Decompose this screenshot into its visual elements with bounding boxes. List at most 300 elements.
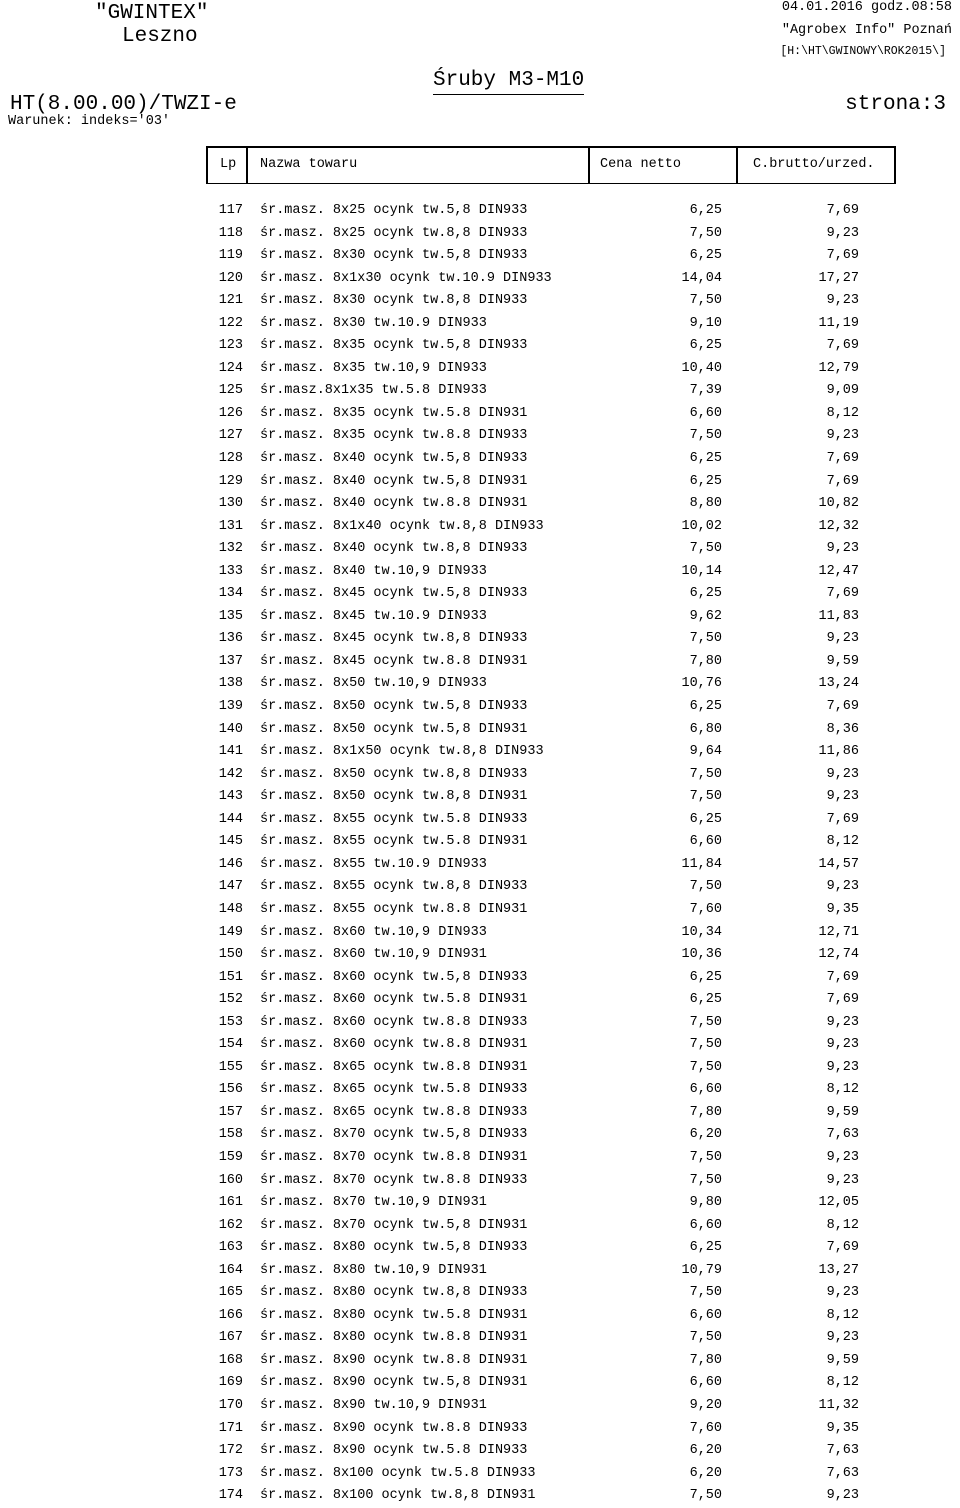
header-divider [246, 146, 248, 184]
row-gross-price: 7,69 [826, 699, 859, 715]
row-lp: 169 [218, 1375, 243, 1391]
row-lp: 140 [218, 721, 243, 737]
row-lp: 143 [218, 789, 243, 805]
row-gross-price: 8,12 [826, 1375, 859, 1391]
row-net-price: 7,60 [689, 901, 722, 917]
row-net-price: 7,50 [689, 225, 722, 241]
page-number: strona:3 [845, 93, 946, 116]
row-lp: 123 [218, 338, 243, 354]
row-net-price: 7,60 [689, 1420, 722, 1436]
row-net-price: 11,84 [681, 856, 722, 872]
table-row [0, 1418, 960, 1441]
row-gross-price: 9,23 [826, 879, 859, 895]
row-name: śr.masz. 8x1x30 ocynk tw.10.9 DIN933 [260, 270, 552, 286]
row-lp: 153 [218, 1014, 243, 1030]
row-name: śr.masz. 8x80 ocynk tw.5.8 DIN931 [260, 1307, 528, 1323]
row-gross-price: 11,19 [818, 315, 859, 331]
row-net-price: 6,20 [689, 1127, 722, 1143]
row-name: śr.masz. 8x90 ocynk tw.5,8 DIN931 [260, 1375, 528, 1391]
filter-condition: Warunek: indeks='03' [8, 114, 171, 129]
row-lp: 173 [218, 1465, 243, 1481]
table-row [0, 245, 960, 268]
row-lp: 147 [218, 879, 243, 895]
row-name: śr.masz. 8x90 ocynk tw.8.8 DIN931 [260, 1352, 528, 1368]
row-name: śr.masz. 8x40 tw.10,9 DIN933 [260, 563, 487, 579]
row-gross-price: 7,69 [826, 811, 859, 827]
row-lp: 136 [218, 631, 243, 647]
row-gross-price: 7,69 [826, 248, 859, 264]
row-gross-price: 8,12 [826, 1217, 859, 1233]
table-row [0, 1282, 960, 1305]
table-row [0, 290, 960, 313]
header-divider [588, 146, 590, 184]
row-name: śr.masz. 8x70 tw.10,9 DIN931 [260, 1195, 487, 1211]
row-lp: 133 [218, 563, 243, 579]
row-name: śr.masz. 8x60 tw.10,9 DIN931 [260, 947, 487, 963]
row-name: śr.masz. 8x90 tw.10,9 DIN931 [260, 1397, 487, 1413]
row-gross-price: 9,35 [826, 1420, 859, 1436]
row-name: śr.masz. 8x65 ocynk tw.8.8 DIN931 [260, 1059, 528, 1075]
table-row [0, 786, 960, 809]
row-gross-price: 9,23 [826, 541, 859, 557]
table-row [0, 1147, 960, 1170]
row-net-price: 6,25 [689, 1240, 722, 1256]
row-gross-price: 13,27 [818, 1262, 859, 1278]
row-lp: 138 [218, 676, 243, 692]
row-lp: 125 [218, 383, 243, 399]
table-row [0, 358, 960, 381]
row-gross-price: 7,69 [826, 473, 859, 489]
row-name: śr.masz. 8x50 ocynk tw.8,8 DIN933 [260, 766, 528, 782]
row-net-price: 7,50 [689, 1330, 722, 1346]
row-name: śr.masz. 8x100 ocynk tw.5.8 DIN933 [260, 1465, 536, 1481]
column-header-gross: C.brutto/urzed. [753, 157, 875, 172]
table-row [0, 809, 960, 832]
header-divider [206, 146, 208, 184]
row-lp: 119 [218, 248, 243, 264]
row-net-price: 6,25 [689, 473, 722, 489]
table-row [0, 1079, 960, 1102]
row-net-price: 7,50 [689, 766, 722, 782]
row-lp: 159 [218, 1149, 243, 1165]
row-name: śr.masz. 8x80 ocynk tw.8,8 DIN933 [260, 1285, 528, 1301]
column-header-lp: Lp [220, 157, 237, 172]
row-gross-price: 9,23 [826, 766, 859, 782]
row-name: śr.masz. 8x70 ocynk tw.8.8 DIN931 [260, 1149, 528, 1165]
table-row [0, 1034, 960, 1057]
row-lp: 151 [218, 969, 243, 985]
row-lp: 137 [218, 653, 243, 669]
row-net-price: 7,50 [689, 1172, 722, 1188]
row-gross-price: 9,23 [826, 789, 859, 805]
row-lp: 144 [218, 811, 243, 827]
row-lp: 168 [218, 1352, 243, 1368]
row-net-price: 6,25 [689, 699, 722, 715]
row-net-price: 7,50 [689, 631, 722, 647]
table-row [0, 1305, 960, 1328]
table-row [0, 1170, 960, 1193]
row-net-price: 6,25 [689, 992, 722, 1008]
table-row [0, 967, 960, 990]
header-divider [894, 146, 896, 184]
table-row [0, 876, 960, 899]
row-lp: 142 [218, 766, 243, 782]
row-lp: 121 [218, 293, 243, 309]
table-row [0, 1440, 960, 1463]
table-row [0, 313, 960, 336]
row-name: śr.masz. 8x25 ocynk tw.8,8 DIN933 [260, 225, 528, 241]
row-name: śr.masz. 8x55 ocynk tw.8.8 DIN931 [260, 901, 528, 917]
row-gross-price: 12,47 [818, 563, 859, 579]
table-row [0, 854, 960, 877]
row-name: śr.masz. 8x45 ocynk tw.8,8 DIN933 [260, 631, 528, 647]
table-row [0, 922, 960, 945]
row-gross-price: 9,23 [826, 1488, 859, 1504]
row-gross-price: 13,24 [818, 676, 859, 692]
row-lp: 127 [218, 428, 243, 444]
table-row [0, 335, 960, 358]
table-row [0, 1327, 960, 1350]
row-lp: 154 [218, 1037, 243, 1053]
row-net-price: 7,50 [689, 1488, 722, 1504]
row-gross-price: 7,63 [826, 1465, 859, 1481]
row-lp: 171 [218, 1420, 243, 1436]
row-net-price: 6,25 [689, 203, 722, 218]
table-row [0, 1237, 960, 1260]
table-row [0, 1395, 960, 1418]
table-row [0, 223, 960, 246]
row-net-price: 7,39 [689, 383, 722, 399]
row-net-price: 7,50 [689, 1014, 722, 1030]
row-net-price: 10,76 [681, 676, 722, 692]
row-lp: 117 [218, 203, 243, 218]
row-net-price: 10,79 [681, 1262, 722, 1278]
table-row [0, 1012, 960, 1035]
product-table-body [0, 200, 960, 1508]
row-gross-price: 11,83 [818, 608, 859, 624]
row-gross-price: 7,69 [826, 451, 859, 467]
table-row [0, 764, 960, 787]
row-name: śr.masz. 8x55 tw.10.9 DIN933 [260, 856, 487, 872]
row-name: śr.masz. 8x65 ocynk tw.5.8 DIN933 [260, 1082, 528, 1098]
row-lp: 134 [218, 586, 243, 602]
table-row [0, 425, 960, 448]
row-net-price: 7,50 [689, 879, 722, 895]
row-name: śr.masz. 8x80 ocynk tw.5,8 DIN933 [260, 1240, 528, 1256]
row-gross-price: 9,23 [826, 225, 859, 241]
column-header-name: Nazwa towaru [260, 157, 358, 172]
row-gross-price: 9,23 [826, 1149, 859, 1165]
software-vendor: "Agrobex Info" Poznań [781, 23, 952, 38]
row-lp: 155 [218, 1059, 243, 1075]
row-gross-price: 7,69 [826, 586, 859, 602]
row-net-price: 6,80 [689, 721, 722, 737]
table-row [0, 1124, 960, 1147]
row-name: śr.masz. 8x1x50 ocynk tw.8,8 DIN933 [260, 744, 544, 760]
row-gross-price: 8,12 [826, 1307, 859, 1323]
row-net-price: 7,50 [689, 1059, 722, 1075]
row-net-price: 9,64 [689, 744, 722, 760]
row-gross-price: 17,27 [818, 270, 859, 286]
row-lp: 167 [218, 1330, 243, 1346]
row-net-price: 7,50 [689, 1037, 722, 1053]
row-gross-price: 7,69 [826, 203, 859, 218]
row-lp: 141 [218, 744, 243, 760]
table-row [0, 606, 960, 629]
row-lp: 128 [218, 451, 243, 467]
row-name: śr.masz. 8x90 ocynk tw.5.8 DIN933 [260, 1443, 528, 1459]
row-gross-price: 9,35 [826, 901, 859, 917]
table-row [0, 1372, 960, 1395]
header-bottom-rule [206, 183, 896, 185]
header-top-rule [206, 146, 896, 148]
table-row [0, 268, 960, 291]
row-name: śr.masz. 8x60 ocynk tw.8.8 DIN931 [260, 1037, 528, 1053]
row-net-price: 10,02 [681, 518, 722, 534]
row-lp: 132 [218, 541, 243, 557]
row-lp: 124 [218, 360, 243, 376]
table-row [0, 1057, 960, 1080]
row-net-price: 10,36 [681, 947, 722, 963]
row-gross-price: 9,23 [826, 1285, 859, 1301]
table-row [0, 493, 960, 516]
row-net-price: 14,04 [681, 270, 722, 286]
row-name: śr.masz. 8x30 tw.10.9 DIN933 [260, 315, 487, 331]
row-lp: 156 [218, 1082, 243, 1098]
row-name: śr.masz. 8x45 ocynk tw.8.8 DIN931 [260, 653, 528, 669]
row-lp: 166 [218, 1307, 243, 1323]
page-title: Śruby M3-M10 [433, 69, 584, 95]
table-row [0, 628, 960, 651]
row-gross-price: 8,12 [826, 1082, 859, 1098]
row-gross-price: 11,32 [818, 1397, 859, 1413]
row-net-price: 9,20 [689, 1397, 722, 1413]
row-gross-price: 12,74 [818, 947, 859, 963]
row-gross-price: 7,69 [826, 992, 859, 1008]
print-datetime: 04.01.2016 godz.08:58 [781, 0, 952, 15]
table-header [206, 146, 896, 184]
row-name: śr.masz. 8x55 ocynk tw.8,8 DIN933 [260, 879, 528, 895]
row-name: śr.masz. 8x50 tw.10,9 DIN933 [260, 676, 487, 692]
row-lp: 165 [218, 1285, 243, 1301]
row-lp: 172 [218, 1443, 243, 1459]
row-lp: 129 [218, 473, 243, 489]
row-gross-price: 11,86 [818, 744, 859, 760]
row-gross-price: 9,23 [826, 1330, 859, 1346]
row-lp: 122 [218, 315, 243, 331]
report-code: HT(8.00.00)/TWZI-e [10, 93, 237, 116]
table-row [0, 561, 960, 584]
row-net-price: 10,34 [681, 924, 722, 940]
row-net-price: 9,10 [689, 315, 722, 331]
row-net-price: 7,80 [689, 653, 722, 669]
table-row [0, 944, 960, 967]
row-net-price: 7,50 [689, 428, 722, 444]
row-gross-price: 8,12 [826, 405, 859, 421]
row-gross-price: 9,23 [826, 1037, 859, 1053]
company-city: Leszno [122, 25, 198, 48]
row-name: śr.masz. 8x50 ocynk tw.8,8 DIN931 [260, 789, 528, 805]
row-name: śr.masz. 8x40 ocynk tw.8.8 DIN931 [260, 496, 528, 512]
row-name: śr.masz. 8x60 ocynk tw.5,8 DIN933 [260, 969, 528, 985]
row-name: śr.masz. 8x60 ocynk tw.5.8 DIN931 [260, 992, 528, 1008]
row-name: śr.masz. 8x55 ocynk tw.5.8 DIN933 [260, 811, 528, 827]
row-lp: 162 [218, 1217, 243, 1233]
row-gross-price: 12,32 [818, 518, 859, 534]
row-lp: 120 [218, 270, 243, 286]
row-name: śr.masz. 8x90 ocynk tw.8.8 DIN933 [260, 1420, 528, 1436]
row-gross-price: 8,36 [826, 721, 859, 737]
table-row [0, 719, 960, 742]
row-lp: 150 [218, 947, 243, 963]
row-name: śr.masz. 8x50 ocynk tw.5,8 DIN933 [260, 699, 528, 715]
row-name: śr.masz. 8x70 ocynk tw.8.8 DIN933 [260, 1172, 528, 1188]
row-name: śr.masz. 8x80 tw.10,9 DIN931 [260, 1262, 487, 1278]
row-net-price: 6,25 [689, 586, 722, 602]
row-net-price: 6,60 [689, 1217, 722, 1233]
table-row [0, 1102, 960, 1125]
table-row [0, 403, 960, 426]
row-name: śr.masz. 8x30 ocynk tw.8,8 DIN933 [260, 293, 528, 309]
table-row [0, 200, 960, 223]
row-net-price: 7,80 [689, 1352, 722, 1368]
table-row [0, 1463, 960, 1486]
company-name: "GWINTEX" [95, 2, 209, 25]
row-lp: 148 [218, 901, 243, 917]
row-net-price: 7,50 [689, 541, 722, 557]
row-lp: 160 [218, 1172, 243, 1188]
row-lp: 161 [218, 1195, 243, 1211]
row-net-price: 6,60 [689, 1307, 722, 1323]
row-gross-price: 9,23 [826, 293, 859, 309]
row-lp: 174 [218, 1488, 243, 1504]
table-row [0, 538, 960, 561]
row-lp: 170 [218, 1397, 243, 1413]
row-name: śr.masz. 8x45 ocynk tw.5,8 DIN933 [260, 586, 528, 602]
row-net-price: 7,50 [689, 293, 722, 309]
row-gross-price: 9,23 [826, 631, 859, 647]
row-name: śr.masz. 8x40 ocynk tw.5,8 DIN931 [260, 473, 528, 489]
row-net-price: 6,20 [689, 1443, 722, 1459]
row-gross-price: 7,69 [826, 969, 859, 985]
row-net-price: 6,60 [689, 834, 722, 850]
row-net-price: 6,60 [689, 405, 722, 421]
row-gross-price: 12,05 [818, 1195, 859, 1211]
row-net-price: 9,62 [689, 608, 722, 624]
row-lp: 152 [218, 992, 243, 1008]
row-net-price: 6,25 [689, 451, 722, 467]
row-gross-price: 12,71 [818, 924, 859, 940]
row-lp: 118 [218, 225, 243, 241]
row-lp: 164 [218, 1262, 243, 1278]
row-gross-price: 7,63 [826, 1127, 859, 1143]
row-name: śr.masz.8x1x35 tw.5.8 DIN933 [260, 383, 487, 399]
table-row [0, 516, 960, 539]
column-header-net: Cena netto [600, 157, 682, 172]
row-name: śr.masz. 8x45 tw.10.9 DIN933 [260, 608, 487, 624]
row-name: śr.masz. 8x35 ocynk tw.5.8 DIN931 [260, 405, 528, 421]
table-row [0, 1350, 960, 1373]
row-net-price: 6,60 [689, 1375, 722, 1391]
table-row [0, 448, 960, 471]
row-gross-price: 10,82 [818, 496, 859, 512]
row-lp: 158 [218, 1127, 243, 1143]
row-net-price: 7,50 [689, 789, 722, 805]
row-gross-price: 9,23 [826, 428, 859, 444]
table-row [0, 1485, 960, 1508]
row-gross-price: 9,59 [826, 1104, 859, 1120]
row-lp: 145 [218, 834, 243, 850]
row-gross-price: 7,69 [826, 1240, 859, 1256]
table-row [0, 899, 960, 922]
row-name: śr.masz. 8x65 ocynk tw.8.8 DIN933 [260, 1104, 528, 1120]
table-row [0, 831, 960, 854]
row-net-price: 6,25 [689, 338, 722, 354]
row-net-price: 7,50 [689, 1149, 722, 1165]
row-net-price: 8,80 [689, 496, 722, 512]
row-gross-price: 9,59 [826, 1352, 859, 1368]
row-gross-price: 14,57 [818, 856, 859, 872]
table-row [0, 380, 960, 403]
file-path: [H:\HT\GWINOWY\ROK2015\] [780, 45, 946, 58]
row-name: śr.masz. 8x40 ocynk tw.5,8 DIN933 [260, 451, 528, 467]
table-row [0, 1215, 960, 1238]
row-name: śr.masz. 8x70 ocynk tw.5,8 DIN931 [260, 1217, 528, 1233]
row-name: śr.masz. 8x55 ocynk tw.5.8 DIN931 [260, 834, 528, 850]
row-name: śr.masz. 8x35 tw.10,9 DIN933 [260, 360, 487, 376]
row-lp: 139 [218, 699, 243, 715]
row-lp: 149 [218, 924, 243, 940]
row-name: śr.masz. 8x60 ocynk tw.8.8 DIN933 [260, 1014, 528, 1030]
row-lp: 157 [218, 1104, 243, 1120]
row-gross-price: 9,23 [826, 1172, 859, 1188]
row-gross-price: 9,59 [826, 653, 859, 669]
table-row [0, 696, 960, 719]
row-net-price: 6,25 [689, 969, 722, 985]
row-lp: 126 [218, 405, 243, 421]
row-net-price: 6,25 [689, 811, 722, 827]
row-lp: 146 [218, 856, 243, 872]
row-lp: 131 [218, 518, 243, 534]
row-net-price: 10,40 [681, 360, 722, 376]
row-net-price: 7,50 [689, 1285, 722, 1301]
row-name: śr.masz. 8x50 ocynk tw.5,8 DIN931 [260, 721, 528, 737]
row-name: śr.masz. 8x70 ocynk tw.5,8 DIN933 [260, 1127, 528, 1143]
row-lp: 130 [218, 496, 243, 512]
row-net-price: 6,20 [689, 1465, 722, 1481]
row-lp: 163 [218, 1240, 243, 1256]
row-name: śr.masz. 8x60 tw.10,9 DIN933 [260, 924, 487, 940]
row-name: śr.masz. 8x1x40 ocynk tw.8,8 DIN933 [260, 518, 544, 534]
row-net-price: 9,80 [689, 1195, 722, 1211]
row-lp: 135 [218, 608, 243, 624]
row-net-price: 6,60 [689, 1082, 722, 1098]
table-row [0, 673, 960, 696]
row-name: śr.masz. 8x25 ocynk tw.5,8 DIN933 [260, 203, 528, 218]
row-gross-price: 12,79 [818, 360, 859, 376]
table-row [0, 651, 960, 674]
table-row [0, 1260, 960, 1283]
row-net-price: 10,14 [681, 563, 722, 579]
row-gross-price: 7,69 [826, 338, 859, 354]
table-row [0, 583, 960, 606]
row-name: śr.masz. 8x100 ocynk tw.8,8 DIN931 [260, 1488, 536, 1504]
header-divider [736, 146, 738, 184]
row-net-price: 6,25 [689, 248, 722, 264]
row-gross-price: 9,23 [826, 1014, 859, 1030]
row-gross-price: 7,63 [826, 1443, 859, 1459]
row-name: śr.masz. 8x40 ocynk tw.8,8 DIN933 [260, 541, 528, 557]
